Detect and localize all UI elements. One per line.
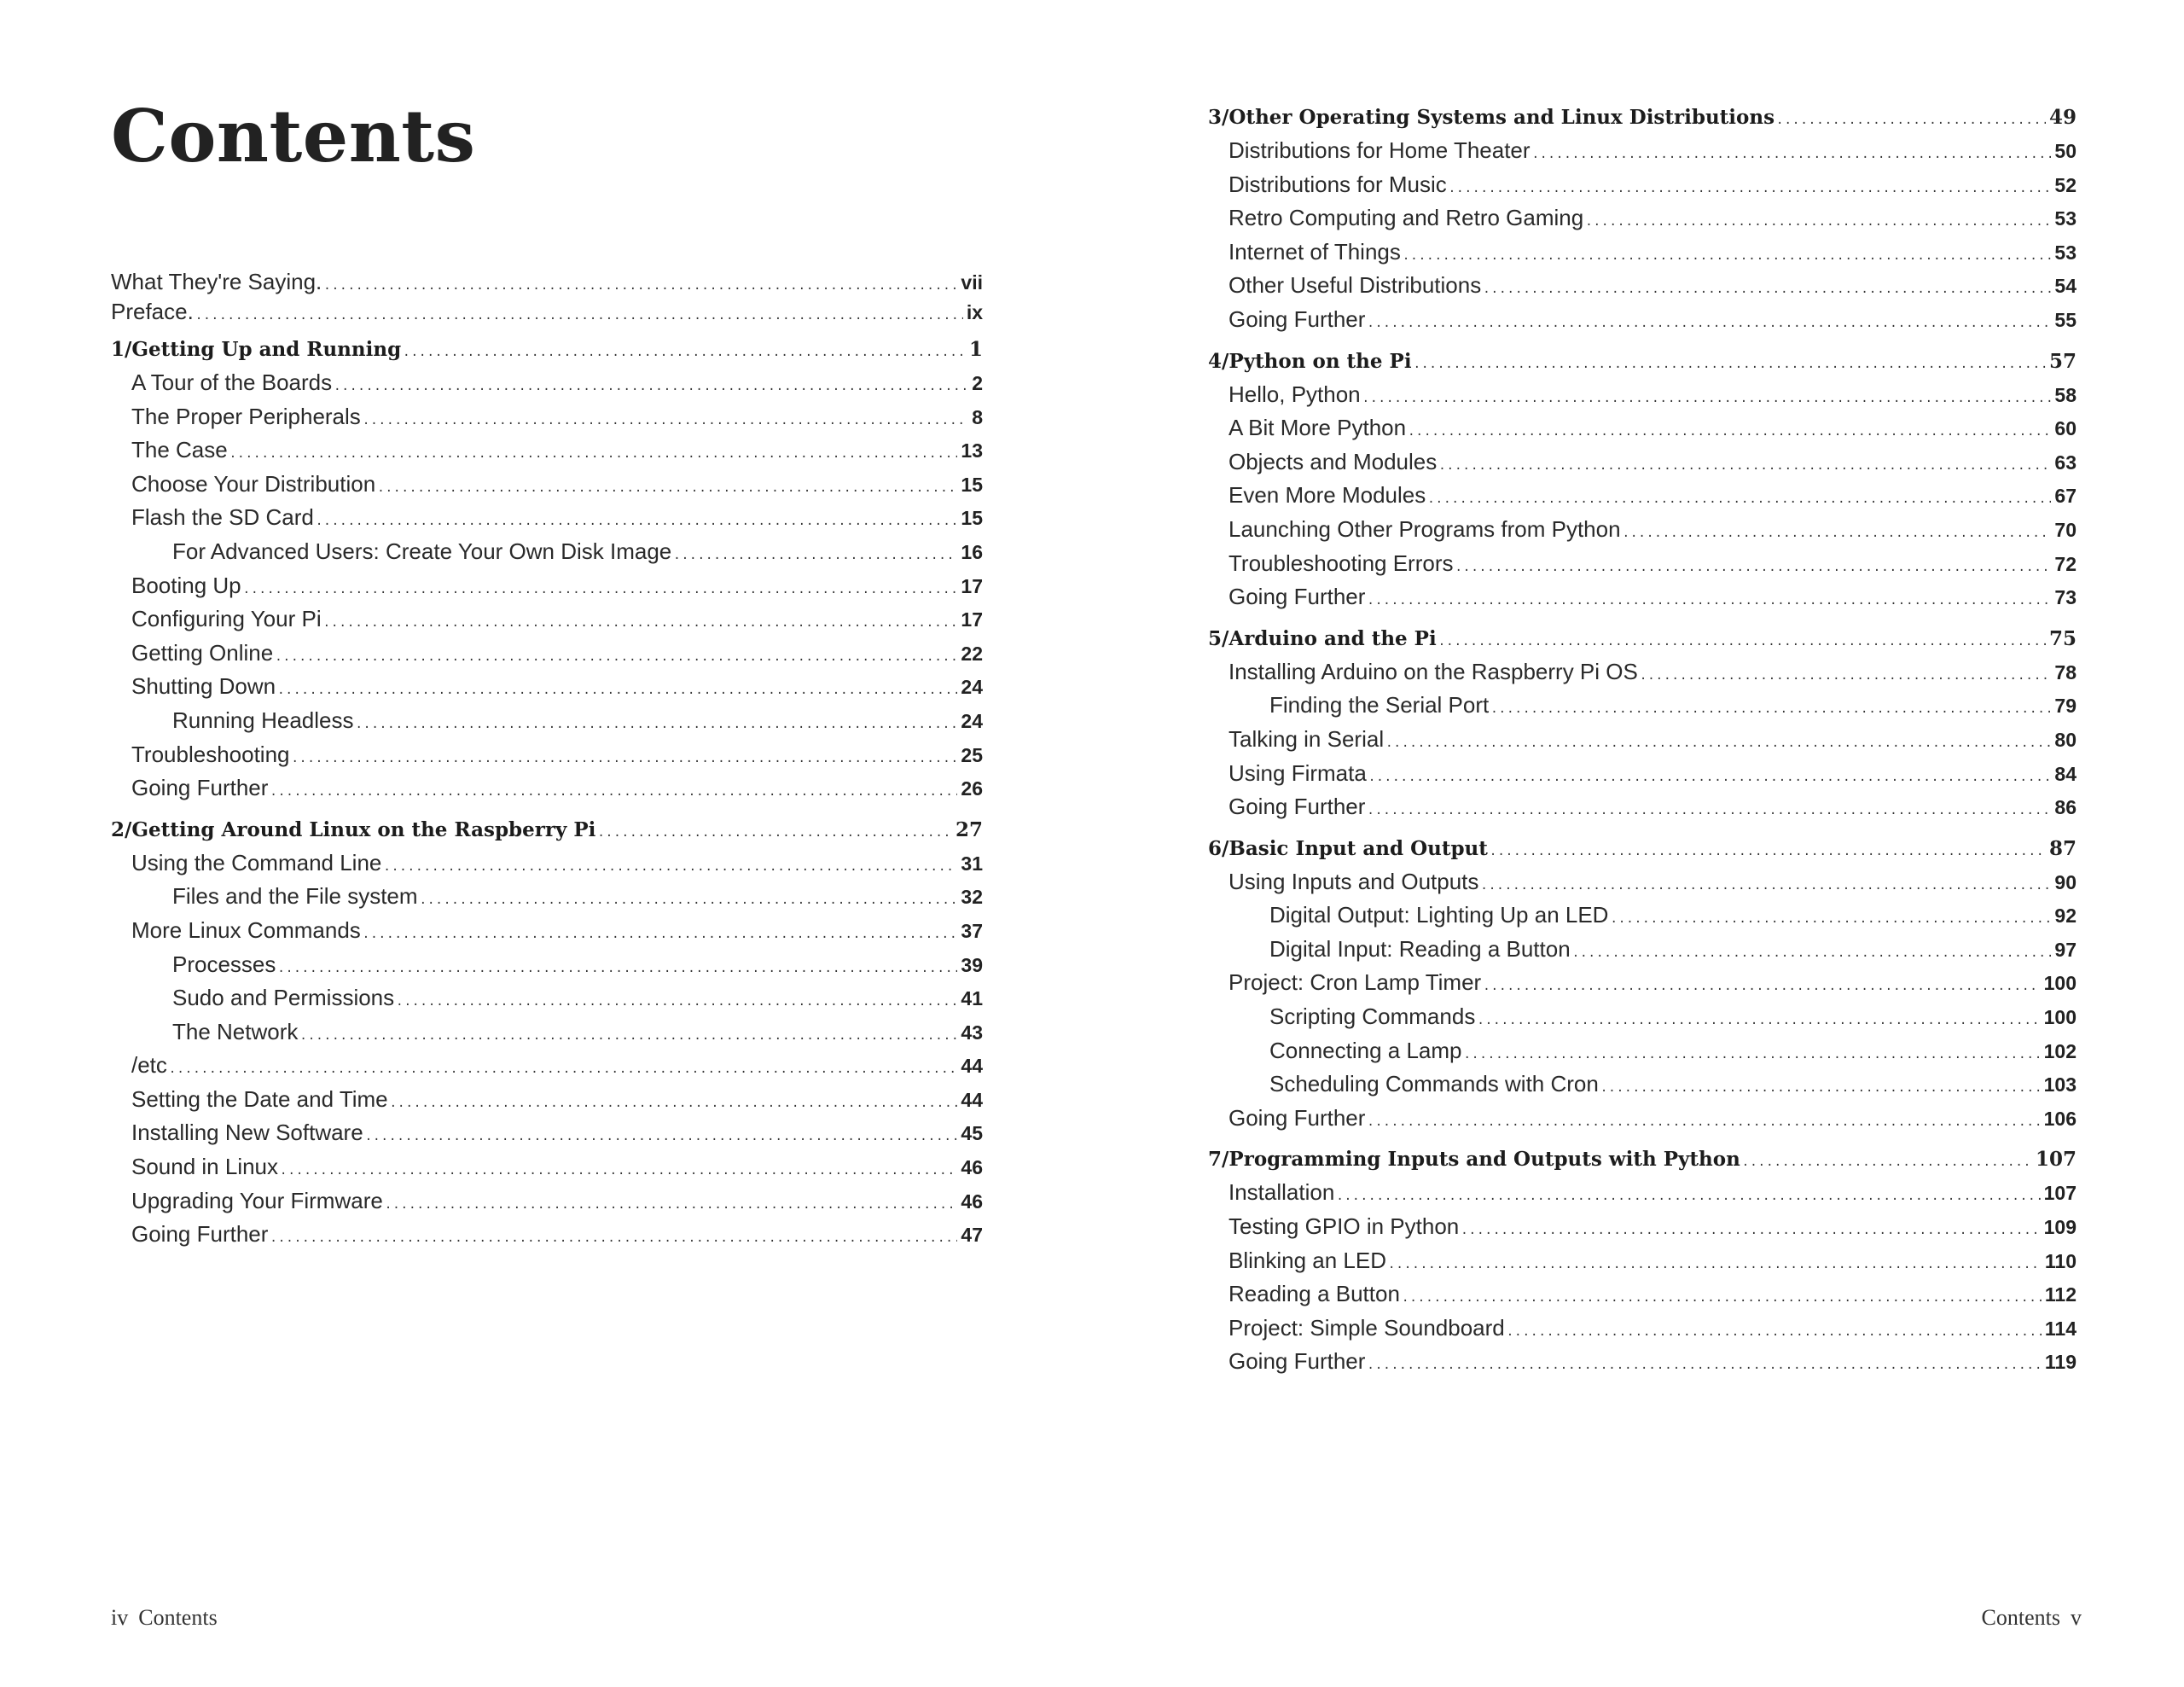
toc-entry-page: 112 xyxy=(2044,1283,2077,1306)
toc-dot-leader xyxy=(270,1231,957,1245)
toc-dot-leader xyxy=(1532,148,2052,161)
toc-entry-page: 17 xyxy=(961,608,983,631)
toc-entry-page: 44 xyxy=(961,1055,983,1078)
toc-right-column xyxy=(1208,106,2077,1382)
toc-section-entry[interactable] xyxy=(1208,1003,2077,1038)
toc-section-entry[interactable] xyxy=(1208,1038,2077,1072)
toc-section-entry[interactable] xyxy=(111,775,983,809)
toc-entry-page: 114 xyxy=(2044,1317,2077,1340)
toc-entry-page: 50 xyxy=(2054,140,2077,162)
toc-section-entry[interactable] xyxy=(1208,659,2077,693)
toc-entry-title: Launching Other Programs from Python xyxy=(1228,515,1621,542)
toc-entry-page: ix xyxy=(966,301,983,323)
toc-section-entry[interactable] xyxy=(1208,902,2077,936)
toc-dot-leader xyxy=(1585,215,2051,229)
toc-dot-leader xyxy=(243,583,958,596)
toc-entry-page: 55 xyxy=(2054,308,2077,331)
toc-dot-leader xyxy=(355,718,957,731)
toc-dot-leader xyxy=(323,279,957,293)
toc-entry-title: 1/Getting Up and Running xyxy=(111,338,402,361)
toc-dot-leader xyxy=(1367,804,2051,817)
toc-section-entry[interactable] xyxy=(111,538,983,573)
toc-entry-title: Using the Command Line xyxy=(131,849,382,875)
toc-section-entry[interactable] xyxy=(111,707,983,742)
toc-chapter-entry[interactable] xyxy=(1208,106,2077,137)
toc-entry-page: 53 xyxy=(2054,207,2077,230)
toc-entry-page: 25 xyxy=(961,743,983,766)
toc-entry-page: 110 xyxy=(2044,1249,2077,1272)
toc-entry-page: 79 xyxy=(2054,695,2077,718)
toc-dot-leader xyxy=(1367,1115,2040,1129)
toc-entry-title: Hello, Python xyxy=(1228,381,1361,407)
toc-entry-page: 57 xyxy=(2048,349,2077,373)
toc-entry-title: Installing Arduino on the Raspberry Pi OS xyxy=(1228,658,1638,684)
toc-entry-title: 2/Getting Around Linux on the Raspberry Pi xyxy=(111,817,596,841)
toc-entry-title: Even More Modules xyxy=(1228,482,1426,509)
toc-section-entry[interactable] xyxy=(1208,584,2077,618)
toc-section-entry[interactable] xyxy=(111,883,983,917)
toc-entry-page: 39 xyxy=(961,953,983,976)
toc-section-entry[interactable] xyxy=(1208,869,2077,903)
toc-dot-leader xyxy=(1362,392,2052,405)
toc-entry-page: 109 xyxy=(2043,1216,2077,1239)
toc-entry-title: Going Further xyxy=(1228,305,1366,332)
toc-entry-page: 22 xyxy=(961,642,983,665)
toc-dot-leader xyxy=(1455,561,2052,574)
toc-entry-page: 67 xyxy=(2054,485,2077,508)
toc-section-entry[interactable] xyxy=(111,369,983,404)
toc-entry-title: Project: Simple Soundboard xyxy=(1228,1314,1505,1341)
toc-section-entry[interactable] xyxy=(1208,1281,2077,1315)
toc-section-entry[interactable] xyxy=(111,1154,983,1188)
toc-dot-leader xyxy=(1414,358,2046,371)
toc-entry-page: 80 xyxy=(2054,728,2077,751)
toc-entry-page: 24 xyxy=(961,709,983,732)
toc-entry-page: 102 xyxy=(2043,1039,2077,1062)
toc-section-entry[interactable] xyxy=(111,1221,983,1255)
page-title: Contents xyxy=(111,94,476,178)
toc-dot-leader xyxy=(390,1097,958,1110)
toc-dot-leader xyxy=(1776,113,2046,127)
toc-entry-page: 49 xyxy=(2048,106,2077,129)
toc-entry-page: 15 xyxy=(961,507,983,530)
toc-entry-title: Booting Up xyxy=(131,572,241,598)
toc-entry-page: 24 xyxy=(961,676,983,699)
toc-entry-page: 15 xyxy=(961,473,983,496)
toc-entry-title: Flash the SD Card xyxy=(131,504,314,531)
toc-entry-title: Talking in Serial xyxy=(1228,725,1385,752)
toc-entry-page: 119 xyxy=(2044,1351,2077,1374)
toc-dot-leader xyxy=(365,1130,958,1143)
toc-entry-title: Blinking an LED xyxy=(1228,1247,1386,1273)
toc-entry-title: /etc xyxy=(131,1052,167,1079)
toc-section-entry[interactable] xyxy=(1208,1179,2077,1213)
toc-chapter-entry[interactable] xyxy=(1208,627,2077,659)
toc-entry-page: 106 xyxy=(2043,1107,2077,1130)
toc-section-entry[interactable] xyxy=(1208,692,2077,726)
toc-entry-title: Scheduling Commands with Cron xyxy=(1269,1071,1599,1097)
toc-dot-leader xyxy=(1385,736,2051,750)
toc-dot-leader xyxy=(1403,249,2052,263)
toc-entry-title: Troubleshooting xyxy=(131,741,290,767)
toc-section-entry[interactable] xyxy=(111,640,983,674)
toc-dot-leader xyxy=(1438,635,2046,649)
toc-dot-leader xyxy=(1640,669,2052,683)
toc-section-entry[interactable] xyxy=(1208,306,2077,340)
toc-dot-leader xyxy=(1610,912,2051,926)
toc-section-entry[interactable] xyxy=(111,1052,983,1086)
toc-section-entry[interactable] xyxy=(111,606,983,640)
toc-entry-title: The Case xyxy=(131,437,228,463)
toc-entry-title: The Network xyxy=(172,1018,299,1044)
toc-section-entry[interactable] xyxy=(1208,482,2077,516)
toc-entry-title: Installation xyxy=(1228,1179,1335,1206)
toc-dot-leader xyxy=(396,995,957,1009)
toc-dot-leader xyxy=(229,447,958,461)
toc-dot-leader xyxy=(1388,1258,2042,1271)
toc-dot-leader xyxy=(1490,702,2051,716)
toc-dot-leader xyxy=(292,752,958,765)
toc-entry-page: 41 xyxy=(961,987,983,1010)
toc-dot-leader xyxy=(1427,492,2051,506)
toc-entry-title: Using Inputs and Outputs xyxy=(1228,868,1479,894)
footer-page-number: v xyxy=(2071,1605,2082,1630)
toc-entry-title: Running Headless xyxy=(172,707,354,733)
toc-entry-title: Project: Cron Lamp Timer xyxy=(1228,969,1482,996)
toc-entry-title: More Linux Commands xyxy=(131,916,361,943)
toc-entry-title: A Bit More Python xyxy=(1228,415,1407,441)
toc-chapter-entry[interactable] xyxy=(1208,837,2077,869)
toc-section-entry[interactable] xyxy=(111,985,983,1019)
toc-entry-title: 5/Arduino and the Pi xyxy=(1208,626,1437,650)
toc-section-entry[interactable] xyxy=(1208,205,2077,239)
footer-page-number: iv xyxy=(111,1605,129,1630)
toc-dot-leader xyxy=(1623,526,2052,540)
toc-dot-leader xyxy=(280,1164,957,1178)
toc-entry-title: Testing GPIO in Python xyxy=(1228,1213,1460,1240)
toc-section-entry[interactable] xyxy=(111,1086,983,1120)
toc-entry-title: Distributions for Home Theater xyxy=(1228,137,1531,163)
toc-dot-leader xyxy=(1367,1358,2041,1372)
toc-dot-leader xyxy=(420,893,958,907)
toc-entry-page: 90 xyxy=(2054,870,2077,893)
toc-entry-page: 100 xyxy=(2043,1006,2077,1029)
toc-entry-title: Internet of Things xyxy=(1228,238,1401,265)
toc-dot-leader xyxy=(334,380,968,393)
toc-entry-page: 31 xyxy=(961,852,983,875)
toc-section-entry[interactable] xyxy=(111,850,983,884)
toc-entry-title: For Advanced Users: Create Your Own Disk Image xyxy=(172,538,672,564)
toc-entry-page: 100 xyxy=(2043,972,2077,995)
toc-entry-page: 17 xyxy=(961,574,983,597)
toc-entry-title: Finding the Serial Port xyxy=(1269,692,1490,718)
toc-dot-leader xyxy=(1367,317,2051,330)
toc-entry-page: 52 xyxy=(2054,173,2077,196)
toc-entry-title: Digital Input: Reading a Button xyxy=(1269,935,1571,962)
toc-front-entry[interactable] xyxy=(111,299,983,329)
toc-dot-leader xyxy=(1600,1081,2041,1095)
toc-entry-title: 7/Programming Inputs and Outputs with Python xyxy=(1208,1148,1740,1172)
toc-section-entry[interactable] xyxy=(1208,1315,2077,1349)
toc-section-entry[interactable] xyxy=(111,504,983,538)
toc-entry-page: 84 xyxy=(2054,762,2077,785)
toc-entry-page: 43 xyxy=(961,1021,983,1044)
toc-entry-title: Setting the Date and Time xyxy=(131,1085,388,1112)
toc-dot-leader xyxy=(1367,594,2051,608)
toc-dot-leader xyxy=(1461,1224,2040,1237)
toc-section-entry[interactable] xyxy=(1208,172,2077,206)
toc-section-entry[interactable] xyxy=(111,471,983,505)
toc-section-entry[interactable] xyxy=(1208,550,2077,585)
toc-dot-leader xyxy=(597,826,952,840)
toc-dot-leader xyxy=(1449,182,2052,195)
toc-chapter-entry[interactable] xyxy=(111,818,983,850)
toc-entry-title: Upgrading Your Firmware xyxy=(131,1187,383,1213)
toc-entry-title: A Tour of the Boards xyxy=(131,369,333,395)
toc-entry-title: Other Useful Distributions xyxy=(1228,272,1482,299)
toc-entry-page: 46 xyxy=(961,1190,983,1213)
toc-chapter-entry[interactable] xyxy=(111,338,983,369)
toc-dot-leader xyxy=(1336,1190,2040,1203)
toc-entry-title: Getting Online xyxy=(131,639,274,666)
toc-section-entry[interactable] xyxy=(111,1188,983,1222)
toc-dot-leader xyxy=(1572,946,2052,960)
toc-section-entry[interactable] xyxy=(1208,239,2077,273)
toc-dot-leader xyxy=(1480,879,2051,893)
toc-entry-title: 6/Basic Input and Output xyxy=(1208,836,1488,860)
toc-dot-leader xyxy=(403,346,966,359)
toc-entry-page: 8 xyxy=(972,405,983,428)
toc-front-entry[interactable] xyxy=(111,269,983,299)
toc-dot-leader xyxy=(1368,771,2052,784)
toc-section-entry[interactable] xyxy=(1208,1213,2077,1248)
toc-entry-page: 87 xyxy=(2048,836,2077,860)
toc-entry-page: 72 xyxy=(2054,552,2077,575)
toc-dot-leader xyxy=(275,650,957,664)
toc-entry-title: The Proper Peripherals xyxy=(131,403,361,429)
toc-section-entry[interactable] xyxy=(1208,272,2077,306)
toc-entry-title: 4/Python on the Pi xyxy=(1208,349,1412,373)
toc-entry-page: 44 xyxy=(961,1088,983,1111)
toc-entry-page: 26 xyxy=(961,777,983,800)
toc-entry-page: 32 xyxy=(961,886,983,909)
toc-entry-title: Choose Your Distribution xyxy=(131,470,376,497)
toc-entry-page: 37 xyxy=(961,919,983,942)
toc-dot-leader xyxy=(1438,459,2051,473)
toc-entry-page: 63 xyxy=(2054,451,2077,474)
toc-entry-page: 73 xyxy=(2054,586,2077,609)
toc-entry-page: 16 xyxy=(961,540,983,563)
toc-entry-title: Distributions for Music xyxy=(1228,171,1447,197)
toc-entry-title: What They're Saying. xyxy=(111,269,322,294)
toc-section-entry[interactable] xyxy=(111,1019,983,1053)
toc-section-entry[interactable] xyxy=(1208,1348,2077,1382)
toc-dot-leader xyxy=(1477,1014,2040,1027)
toc-section-entry[interactable] xyxy=(111,917,983,951)
toc-dot-leader xyxy=(673,549,957,562)
toc-entry-title: Using Firmata xyxy=(1228,759,1367,786)
toc-dot-leader xyxy=(270,785,957,799)
toc-entry-title: Troubleshooting Errors xyxy=(1228,550,1454,576)
toc-entry-page: 47 xyxy=(961,1224,983,1247)
toc-entry-title: Digital Output: Lighting Up an LED xyxy=(1269,902,1609,928)
toc-dot-leader xyxy=(1483,980,2040,993)
toc-entry-title: Shutting Down xyxy=(131,673,276,700)
toc-entry-page: 92 xyxy=(2054,905,2077,928)
toc-section-entry[interactable] xyxy=(111,437,983,471)
toc-entry-title: Retro Computing and Retro Gaming xyxy=(1228,205,1584,231)
footer-left xyxy=(111,1605,218,1631)
toc-entry-page: 54 xyxy=(2054,275,2077,298)
toc-entry-page: 75 xyxy=(2048,626,2077,650)
toc-dot-leader xyxy=(316,515,958,528)
footer-label: Contents xyxy=(1981,1605,2060,1630)
toc-section-entry[interactable] xyxy=(1208,794,2077,828)
toc-section-entry[interactable] xyxy=(1208,137,2077,172)
toc-entry-title: Configuring Your Pi xyxy=(131,606,322,632)
toc-entry-page: 27 xyxy=(955,817,983,841)
toc-entry-page: 78 xyxy=(2054,660,2077,684)
toc-entry-page: 53 xyxy=(2054,241,2077,264)
toc-dot-leader xyxy=(1408,425,2051,439)
toc-section-entry[interactable] xyxy=(111,1120,983,1154)
toc-section-entry[interactable] xyxy=(1208,726,2077,760)
toc-entry-title: Files and the File system xyxy=(172,883,418,910)
toc-entry-page: 60 xyxy=(2054,417,2077,440)
toc-section-entry[interactable] xyxy=(1208,936,2077,970)
toc-entry-title: Processes xyxy=(172,951,276,977)
toc-entry-page: 70 xyxy=(2054,518,2077,541)
toc-entry-title: Sound in Linux xyxy=(131,1154,279,1180)
toc-entry-title: Going Further xyxy=(1228,1104,1366,1131)
toc-section-entry[interactable] xyxy=(111,573,983,607)
toc-left-column xyxy=(111,269,983,1255)
toc-section-entry[interactable] xyxy=(1208,1105,2077,1139)
toc-entry-page: 13 xyxy=(961,439,983,462)
toc-section-entry[interactable] xyxy=(1208,969,2077,1003)
toc-chapter-entry[interactable] xyxy=(1208,350,2077,381)
toc-dot-leader xyxy=(1742,1155,2032,1169)
toc-section-entry[interactable] xyxy=(1208,415,2077,449)
toc-section-entry[interactable] xyxy=(1208,516,2077,550)
toc-chapter-entry[interactable] xyxy=(1208,1148,2077,1179)
toc-entry-title: Going Further xyxy=(131,1221,269,1248)
toc-dot-leader xyxy=(363,928,958,941)
toc-dot-leader xyxy=(169,1062,957,1076)
toc-entry-title: Objects and Modules xyxy=(1228,448,1438,474)
footer-right xyxy=(1982,1605,2082,1631)
toc-dot-leader xyxy=(277,962,957,975)
toc-section-entry[interactable] xyxy=(111,951,983,986)
toc-entry-page: 46 xyxy=(961,1156,983,1179)
toc-entry-page: 107 xyxy=(2035,1148,2077,1172)
toc-entry-title: Reading a Button xyxy=(1228,1281,1400,1307)
toc-section-entry[interactable] xyxy=(1208,449,2077,483)
toc-dot-leader xyxy=(277,684,957,697)
toc-entry-page: 58 xyxy=(2054,383,2077,406)
toc-section-entry[interactable] xyxy=(111,404,983,438)
toc-section-entry[interactable] xyxy=(1208,1248,2077,1282)
toc-section-entry[interactable] xyxy=(111,742,983,776)
toc-entry-page: 45 xyxy=(961,1122,983,1145)
toc-entry-title: Going Further xyxy=(1228,794,1366,820)
toc-section-entry[interactable] xyxy=(1208,381,2077,416)
toc-section-entry[interactable] xyxy=(111,673,983,707)
toc-dot-leader xyxy=(323,616,958,630)
toc-entry-page: vii xyxy=(961,271,983,294)
toc-entry-page: 97 xyxy=(2054,938,2077,961)
toc-dot-leader xyxy=(385,1198,958,1212)
toc-entry-title: Preface. xyxy=(111,299,194,324)
toc-entry-title: Going Further xyxy=(1228,1348,1366,1375)
toc-dot-leader xyxy=(299,1029,957,1043)
toc-dot-leader xyxy=(1507,1325,2042,1339)
toc-entry-title: Going Further xyxy=(1228,584,1366,610)
toc-entry-page: 86 xyxy=(2054,796,2077,819)
toc-dot-leader xyxy=(1463,1048,2040,1062)
toc-entry-page: 1 xyxy=(968,338,983,361)
toc-dot-leader xyxy=(1483,282,2051,296)
toc-dot-leader xyxy=(195,309,963,323)
toc-section-entry[interactable] xyxy=(1208,1071,2077,1105)
toc-dot-leader xyxy=(1402,1291,2042,1305)
toc-entry-title: Sudo and Permissions xyxy=(172,985,395,1011)
toc-entry-title: Going Further xyxy=(131,775,269,801)
toc-entry-title: Installing New Software xyxy=(131,1120,363,1146)
toc-entry-title: 3/Other Operating Systems and Linux Distributions xyxy=(1208,106,1775,129)
toc-dot-leader xyxy=(1490,845,2046,858)
toc-entry-page: 107 xyxy=(2043,1182,2077,1205)
toc-entry-page: 103 xyxy=(2043,1073,2077,1097)
toc-section-entry[interactable] xyxy=(1208,760,2077,794)
toc-dot-leader xyxy=(383,860,957,874)
toc-entry-page: 2 xyxy=(972,372,983,394)
toc-dot-leader xyxy=(363,414,968,428)
footer-label: Contents xyxy=(138,1605,218,1630)
toc-entry-title: Scripting Commands xyxy=(1269,1003,1476,1030)
toc-entry-title: Connecting a Lamp xyxy=(1269,1037,1462,1063)
toc-dot-leader xyxy=(377,481,957,495)
